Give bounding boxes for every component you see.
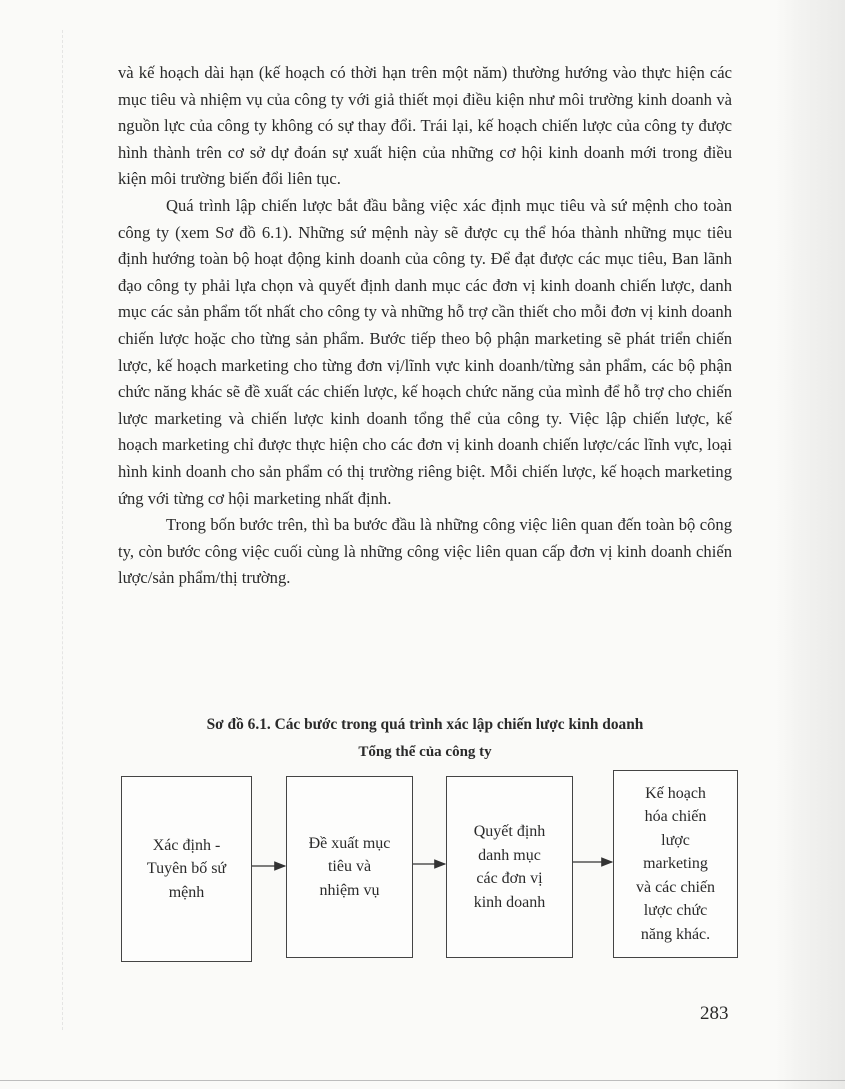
- diagram-step-4: Kế hoạch hóa chiến lược marketing và các chiến lược chức năng khác.: [613, 770, 738, 958]
- paragraph-3: Trong bốn bước trên, thì ba bước đầu là những công việc liên quan đến toàn bộ công ty, còn bước công việc cuối cùng là những công việc liên quan cấp đơn vị kinh doanh chiến lược/sản phẩm/thị trường.: [118, 515, 732, 588]
- diagram-step-3: Quyết định danh mục các đơn vị kinh doanh: [446, 776, 573, 958]
- diagram-caption: Sơ đồ 6.1. Các bước trong quá trình xác lập chiến lược kinh doanh: [206, 716, 644, 733]
- paragraph-2: Quá trình lập chiến lược bắt đầu bằng việc xác định mục tiêu và sứ mệnh cho toàn công ty (xem Sơ đồ 6.1). Những sứ mệnh này sẽ được cụ thể hóa thành những mục tiêu định hướng toàn bộ hoạt động kinh doanh của công ty. Để đạt được các mục tiêu, Ban lãnh đạo công ty phải lựa chọn và quyết định danh mục các đơn vị kinh doanh chiến lược, danh mục các sản phẩm tốt nhất cho công ty và những hỗ trợ cần thiết cho mỗi đơn vị kinh doanh chiến lược hoặc cho từng sản phẩm. Bước tiếp theo bộ phận marketing sẽ phát triển chiến lược, kế hoạch marketing cho từng đơn vị/lĩnh vực kinh doanh/từng sản phẩm, các bộ phận chức năng khác sẽ đề xuất các chiến lược, kế hoạch chức năng của mình để hỗ trợ cho chiến lược marketing và chiến lược kinh doanh tổng thể của công ty. Việc lập chiến lược, kế hoạch marketing chỉ được thực hiện cho các đơn vị kinh doanh chiến lược/các lĩnh vực, loại hình kinh doanh cho sản phẩm có thị trường riêng biệt. Mỗi chiến lược, kế hoạch marketing ứng với từng cơ hội marketing nhất định.: [118, 195, 732, 508]
- diagram-step-1: Xác định - Tuyên bố sứ mệnh: [121, 776, 252, 962]
- page-number: 283: [700, 1003, 729, 1024]
- diagram-subcaption: Tổng thể của công ty: [358, 744, 492, 760]
- diagram-step-2: Đề xuất mục tiêu và nhiệm vụ: [286, 776, 413, 958]
- bottom-divider: [0, 1080, 845, 1081]
- paragraph-1: và kế hoạch dài hạn (kế hoạch có thời hạn trên một năm) thường hướng vào thực hiện các mục tiêu và nhiệm vụ của công ty với giả thiết mọi điều kiện như môi trường kinh doanh và nguồn lực của công ty không có sự thay đổi. Trái lại, kế hoạch chiến lược của công ty được hình thành trên cơ sở dự đoán sự xuất hiện của những cơ hội kinh doanh mới trong điều kiện môi trường biến đổi liên tục.: [118, 63, 732, 189]
